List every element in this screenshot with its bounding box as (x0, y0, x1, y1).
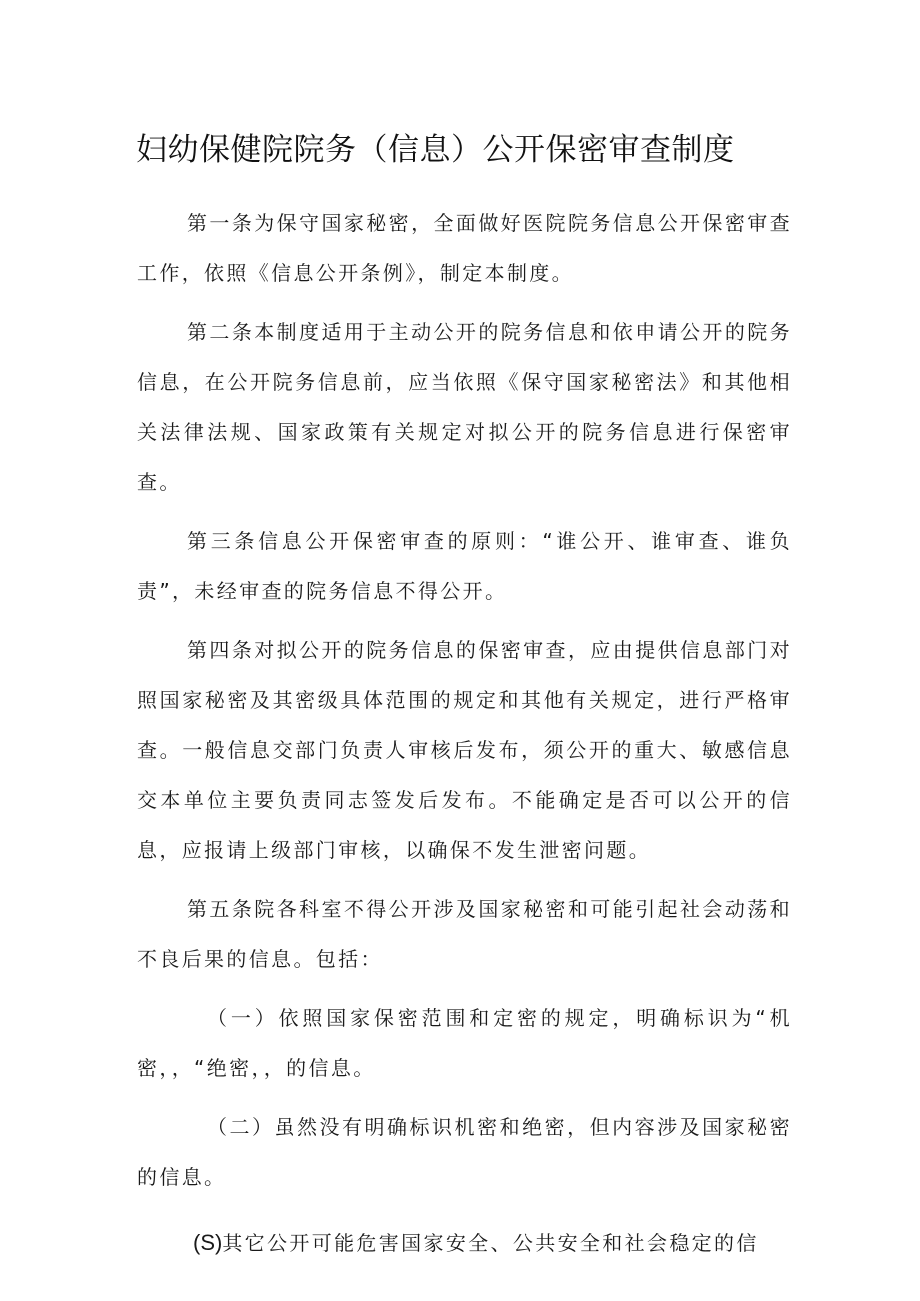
article-3-paragraph: 第三条信息公开保密审查的原则：“谁公开、谁审查、谁负责”，未经审查的院务信息不得公开。 (137, 529, 792, 603)
list-item-3-text: 其它公开可能危害国家安全、公共安全和社会稳定的信 (222, 1231, 759, 1255)
article-2-paragraph: 第二条本制度适用于主动公开的院务信息和依申请公开的院务信息，在公开院务信息前，应当依照《保守国家秘密法》和其他相关法律法规、国家政策有关规定对拟公开的院务信息进行保密审查。 (137, 320, 792, 494)
list-item-2: （二）虽然没有明确标识机密和绝密，但内容涉及国家秘密的信息。 (137, 1115, 792, 1189)
document-body (137, 198, 792, 1277)
article-1-paragraph: 第一条为保守国家秘密，全面做好医院院务信息公开保密审查工作，依照《信息公开条例》，制定本制度。 (137, 211, 792, 285)
document-title: 妇幼保健院院务（信息）公开保密审查制度 (136, 132, 735, 168)
article-5-paragraph: 第五条院各科室不得公开涉及国家秘密和可能引起社会动荡和不良后果的信息。包括： (137, 897, 792, 971)
article-4-paragraph: 第四条对拟公开的院务信息的保密审查，应由提供信息部门对照国家秘密及其密级具体范围的规定和其他有关规定，进行严格审查。一般信息交部门负责人审核后发布，须公开的重大、敏感信息交本单位主要负责同志签发后发布。不能确定是否可以公开的信息，应报请上级部门审核，以确保不发生泄密问题。 (137, 638, 792, 862)
list-item-1: （一）依照国家保密范围和定密的规定，明确标识为“机密，，“绝密，，的信息。 (137, 1006, 792, 1080)
list-item-3-label: (S) (193, 1230, 223, 1255)
list-item-3 (137, 1218, 792, 1268)
